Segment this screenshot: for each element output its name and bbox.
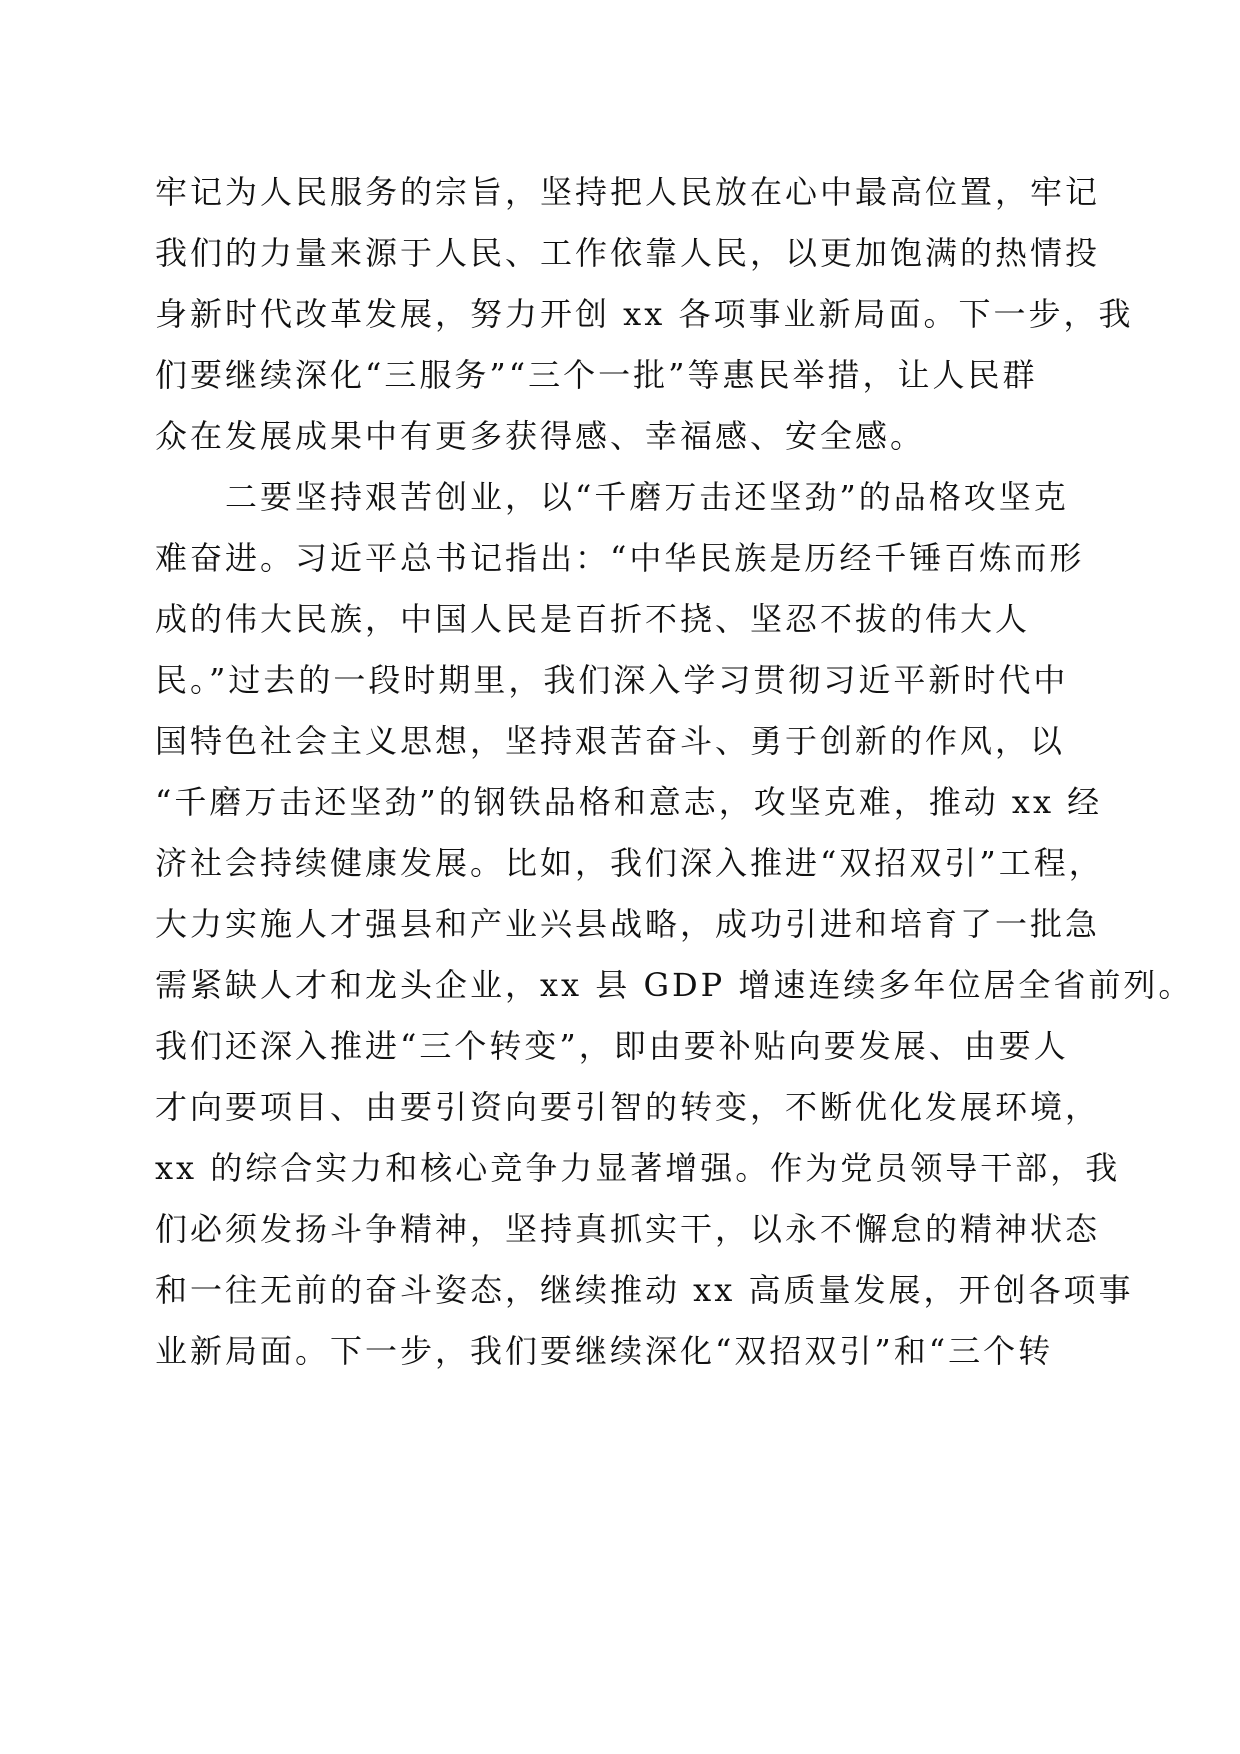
text-line: 济社会持续健康发展。比如，我们深入推进“双招双引”工程， — [155, 844, 1104, 882]
text-line: 才向要项目、由要引资向要引智的转变，不断优化发展环境， — [155, 1088, 1101, 1126]
text-line: 难奋进。习近平总书记指出：“中华民族是历经千锤百炼而形 — [155, 539, 1085, 577]
text-line: 我们的力量来源于人民、工作依靠人民，以更加饱满的热情投 — [155, 234, 1101, 272]
paragraph-start-line: 二要坚持艰苦创业，以“千磨万击还坚劲”的品格攻坚克 — [225, 478, 1069, 516]
text-line: 大力实施人才强县和产业兴县战略，成功引进和培育了一批急 — [155, 905, 1101, 943]
text-line: 众在发展成果中有更多获得感、幸福感、安全感。 — [155, 417, 926, 455]
text-line: 们必须发扬斗争精神，坚持真抓实干，以永不懈怠的精神状态 — [155, 1210, 1101, 1248]
text-line: 们要继续深化“三服务”“三个一批”等惠民举措，让人民群 — [155, 356, 1038, 394]
text-line: 我们还深入推进“三个转变”，即由要补贴向要发展、由要人 — [155, 1027, 1069, 1065]
text-line: 牢记为人民服务的宗旨，坚持把人民放在心中最高位置，牢记 — [155, 173, 1101, 211]
text-line: xx 的综合实力和核心竞争力显著增强。作为党员领导干部，我 — [155, 1149, 1121, 1187]
text-line: 需紧缺人才和龙头企业，xx 县 GDP 增速连续多年位居全省前列。 — [155, 966, 1194, 1004]
text-line: 国特色社会主义思想，坚持艰苦奋斗、勇于创新的作风，以 — [155, 722, 1066, 760]
text-line: 民。”过去的一段时期里，我们深入学习贯彻习近平新时代中 — [155, 661, 1069, 699]
text-line: “千磨万击还坚劲”的钢铁品格和意志，攻坚克难，推动 xx 经 — [155, 783, 1103, 821]
text-line: 成的伟大民族，中国人民是百折不挠、坚忍不拔的伟大人 — [155, 600, 1031, 638]
text-line: 和一往无前的奋斗姿态，继续推动 xx 高质量发展，开创各项事 — [155, 1271, 1134, 1309]
text-line: 身新时代改革发展，努力开创 xx 各项事业新局面。下一步，我 — [155, 295, 1134, 333]
text-line: 业新局面。下一步，我们要继续深化“双招双引”和“三个转 — [155, 1332, 1054, 1370]
